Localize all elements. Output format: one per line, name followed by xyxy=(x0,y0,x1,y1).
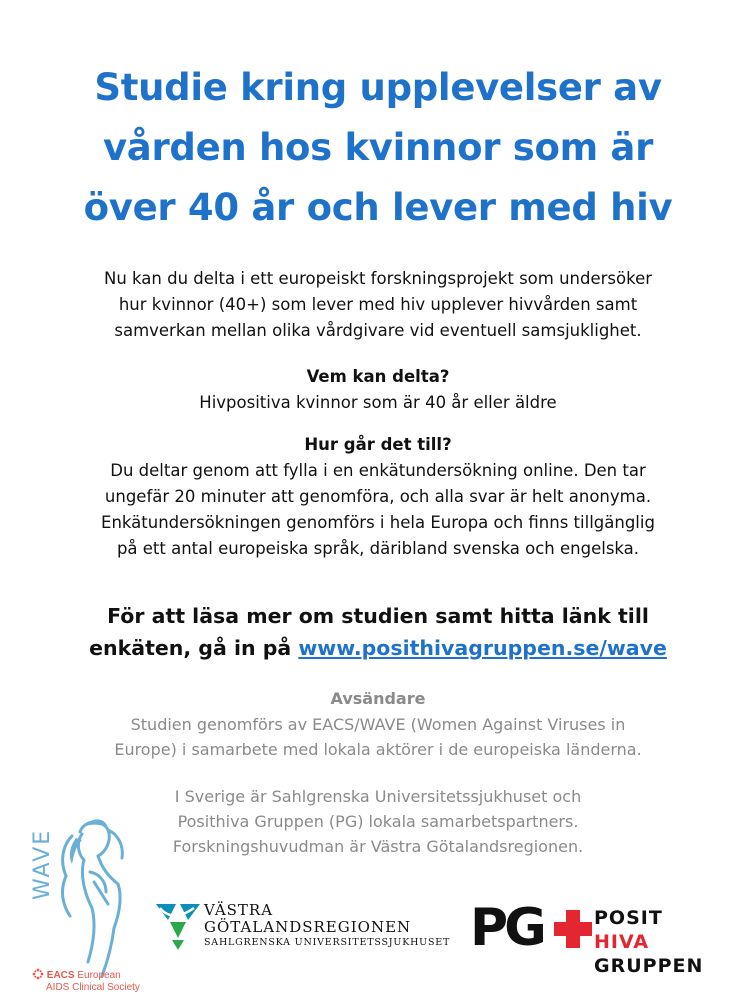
eacs-dots-icon xyxy=(32,968,44,980)
pg-wordmark xyxy=(594,906,703,978)
how-section xyxy=(40,432,716,562)
sender-heading: Avsändare xyxy=(330,689,426,708)
how-line: på ett antal europeiska språk, däribland svenska och engelska. xyxy=(116,539,640,558)
sender-section xyxy=(50,686,706,762)
vgr-emblem-icon xyxy=(154,898,202,952)
how-line: Du deltar genom att fylla i en enkätundersökning online. Den tar xyxy=(110,461,646,480)
vgr-line-1: VÄSTRA xyxy=(204,901,274,919)
how-line: ungefär 20 minuter att genomföra, och alla svar är helt anonyma. xyxy=(104,487,652,506)
cta-line-2-prefix: enkäten, gå in på xyxy=(89,636,299,660)
who-section xyxy=(40,364,716,416)
how-body xyxy=(40,458,716,562)
intro-paragraph xyxy=(60,266,696,344)
how-line: Enkätundersökningen genomförs i hela Europa och finns tillgänglig xyxy=(101,513,655,532)
intro-line: samverkan mellan olika vårdgivare vid eventuell samsjuklighet. xyxy=(114,321,642,340)
intro-line: hur kvinnor (40+) som lever med hiv upplever hivvården samt xyxy=(118,295,638,314)
intro-line: Nu kan du delta i ett europeiskt forskningsprojekt som undersöker xyxy=(103,269,653,288)
who-heading: Vem kan delta? xyxy=(306,367,450,386)
sender-body xyxy=(50,712,706,762)
sender-line: Europe) i samarbete med lokala aktörer i de europeiska länderna. xyxy=(114,740,642,759)
partners-line: Forskningshuvudman är Västra Götalandsregionen. xyxy=(172,837,584,856)
study-link[interactable]: www.posithivagruppen.se/wave xyxy=(298,636,667,660)
title-line: vården hos kvinnor som är xyxy=(102,126,654,169)
pg-line-1 xyxy=(594,906,703,954)
vgr-logo xyxy=(154,898,454,958)
how-heading: Hur går det till? xyxy=(304,435,452,454)
pg-line-2: GRUPPEN xyxy=(594,955,704,977)
sender-line: Studien genomförs av EACS/WAVE (Women Against Viruses in xyxy=(130,715,626,734)
wave-wordmark: WAVE xyxy=(30,828,55,900)
pg-posit: POSIT xyxy=(594,907,663,929)
eacs-line-2: AIDS Clinical Society xyxy=(46,982,140,993)
partners-line: Posithiva Gruppen (PG) lokala samarbetspartners. xyxy=(177,812,579,831)
cta-line-1: För att läsa mer om studien samt hitta länk till xyxy=(107,604,649,628)
eacs-wordmark xyxy=(32,968,140,994)
title-line: över 40 år och lever med hiv xyxy=(83,186,673,229)
eacs-acronym: EACS xyxy=(46,970,75,981)
title-line: Studie kring upplevelser av xyxy=(94,66,662,109)
cta-text xyxy=(40,600,716,664)
page-title xyxy=(40,58,716,238)
partners-line: I Sverige är Sahlgrenska Universitetssjukhuset och xyxy=(174,787,582,806)
pg-hiva: HIVA xyxy=(594,931,650,953)
pg-mark: PG xyxy=(470,898,543,958)
vgr-line-2: GÖTALANDSREGIONEN xyxy=(204,918,412,936)
red-cross-icon xyxy=(552,908,594,950)
vgr-line-3: SAHLGRENSKA UNIVERSITETSSJUKHUSET xyxy=(204,937,451,948)
who-body: Hivpositiva kvinnor som är 40 år eller äldre xyxy=(199,393,557,412)
eacs-line-1: European xyxy=(77,970,121,981)
vgr-wordmark xyxy=(204,902,450,949)
pg-logo xyxy=(470,898,740,977)
